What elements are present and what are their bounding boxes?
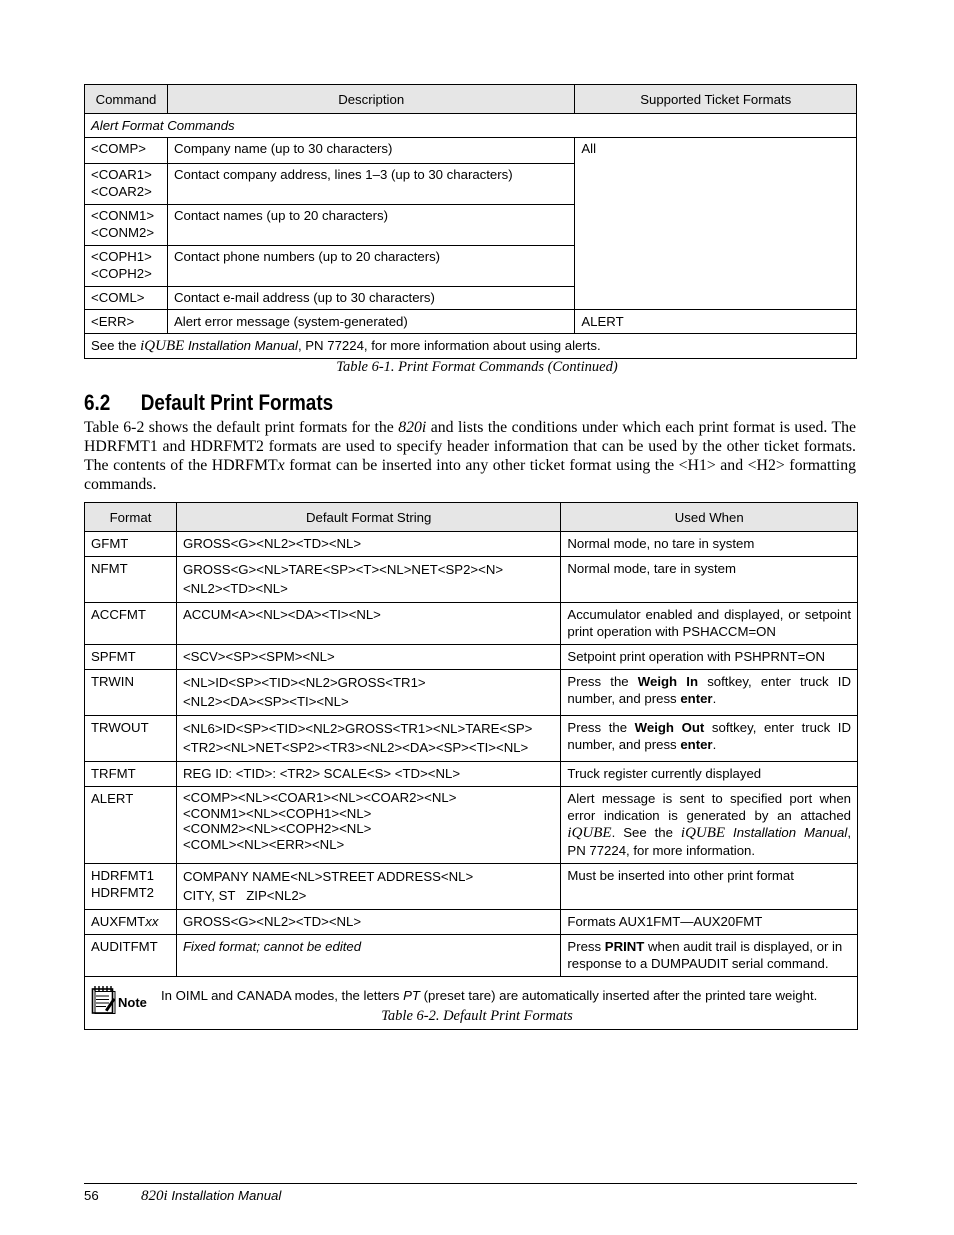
section-title: Default Print Formats (140, 390, 334, 415)
table-row (85, 670, 858, 716)
format-string-cell: <NL6>ID<SP><TID><NL2>GROSS<TR1><NL>TARE<SP> <TR2><NL>NET<SP2><TR3><NL2><DA><SP><TI><NL> (176, 716, 560, 762)
table-row (85, 935, 858, 977)
used-text: . (712, 737, 717, 752)
table-caption: Table 6-1. Print Format Commands (Continued) (336, 359, 618, 375)
format-string-cell: COMPANY NAME<NL>STREET ADDRESS<NL> CITY, ST ZIP<NL2> (176, 864, 560, 910)
table-row (85, 603, 858, 645)
table-section-row (85, 114, 857, 138)
footnote-prefix: See the (91, 338, 141, 353)
command-cell: <COAR1> <COAR2> (85, 164, 168, 205)
note-text-part: (preset tare) are automatically inserted after the printed tare weight. (419, 988, 818, 1003)
note-text-italic: PT (403, 988, 420, 1003)
command-cell: <COML> (85, 287, 168, 310)
manual-title: Installation Manual (725, 825, 848, 840)
used-text: Alert message is sent to specified port when error indication is generated by an attached (567, 791, 851, 823)
section-heading (84, 390, 333, 416)
command-cell: <COMP> (85, 138, 168, 164)
product-name: iQUBE (140, 338, 185, 354)
used-when-cell (561, 670, 858, 716)
paragraph-text: Table 6-2 shows the default print formats for the (84, 419, 399, 436)
used-text: . (712, 691, 717, 706)
variable-x: x (277, 457, 285, 474)
description-cell: Company name (up to 30 characters) (167, 138, 574, 164)
table-row (85, 138, 857, 164)
used-text: Press (567, 939, 605, 954)
used-text: Press the (567, 720, 635, 735)
page-number: 56 (84, 1188, 99, 1203)
product-name: 820i (398, 419, 427, 436)
used-text: Press the (567, 674, 638, 689)
note-label: Note (118, 994, 147, 1010)
format-string-cell: GROSS<G><NL>TARE<SP><T><NL>NET<SP2><N> <NL2><TD><NL> (176, 557, 560, 603)
format-cell: SPFMT (85, 645, 177, 670)
description-cell: Contact names (up to 20 characters) (167, 205, 574, 246)
print-format-commands-table (84, 84, 857, 359)
format-string-cell: GROSS<G><NL2><TD><NL> (176, 910, 560, 935)
section-label: Alert Format Commands (85, 114, 857, 138)
manual-title: Installation Manual (184, 338, 298, 353)
key-label: enter (680, 691, 713, 706)
format-string-cell: REG ID: <TID>: <TR2> SCALE<S> <TD><NL> (176, 762, 560, 787)
body-paragraph (84, 418, 856, 494)
table-header-row (85, 85, 857, 114)
product-name: 820i (141, 1188, 168, 1204)
column-header: Format (85, 503, 177, 532)
used-when-cell: Truck register currently displayed (561, 762, 858, 787)
table-row (85, 557, 858, 603)
table-row (85, 762, 858, 787)
used-text: softkey, enter truck ID number, and press (567, 720, 851, 752)
format-cell: TRFMT (85, 762, 177, 787)
paragraph-text: and lists the conditions under which each print format is used. The HDRFMT1 and HDRFMT2 formats are used to specify header information that can be used by the other ticket formats. The contents of the HDRFMT (84, 419, 856, 474)
table-caption: Table 6-2. Default Print Formats (381, 1008, 573, 1024)
manual-title: Installation Manual (167, 1188, 282, 1203)
table-row (85, 787, 858, 864)
used-when-cell (561, 935, 858, 977)
column-header: Default Format String (176, 503, 560, 532)
used-text: , PN 77224, for more information. (567, 825, 851, 858)
used-text: softkey, enter truck ID number, and press (567, 674, 851, 706)
format-cell: ALERT (85, 787, 177, 864)
softkey-label: Weigh Out (634, 720, 705, 735)
description-cell: Contact e-mail address (up to 30 characters) (167, 287, 574, 310)
format-cell: NFMT (85, 557, 177, 603)
used-when-cell: Normal mode, tare in system (561, 557, 858, 603)
description-cell: Contact phone numbers (up to 20 characters) (167, 246, 574, 287)
command-cell: <CONM1> <CONM2> (85, 205, 168, 246)
used-text: . See the (611, 825, 681, 840)
command-cell: <ERR> (85, 310, 168, 334)
format-string-cell: <NL>ID<SP><TID><NL2>GROSS<TR1> <NL2><DA><SP><TI><NL> (176, 670, 560, 716)
table-row (85, 716, 858, 762)
format-cell (85, 910, 177, 935)
format-cell: GFMT (85, 532, 177, 557)
key-label: PRINT (604, 939, 645, 954)
format-suffix: xx (145, 914, 159, 929)
table-row (85, 910, 858, 935)
used-when-cell: Must be inserted into other print format (561, 864, 858, 910)
formats-cell: All (575, 138, 857, 310)
paragraph-text: format can be inserted into any other ticket format using the <H1> and <H2> formatting commands. (84, 457, 856, 493)
format-string-cell: Fixed format; cannot be edited (176, 935, 560, 977)
default-print-formats-table (84, 502, 858, 1030)
used-when-cell: Accumulator enabled and displayed, or setpoint print operation with PSHACCM=ON (561, 603, 858, 645)
description-cell: Alert error message (system-generated) (167, 310, 574, 334)
section-number: 6.2 (84, 390, 111, 415)
used-text: when audit trail is displayed, or in response to a DUMPAUDIT serial command. (567, 939, 843, 971)
used-when-cell (561, 716, 858, 762)
format-cell: HDRFMT1 HDRFMT2 (85, 864, 177, 910)
column-header: Supported Ticket Formats (575, 85, 857, 114)
used-when-cell (561, 787, 858, 864)
softkey-label: Weigh In (637, 674, 699, 689)
key-label: enter (680, 737, 713, 752)
format-cell: TRWOUT (85, 716, 177, 762)
format-string-cell: GROSS<G><NL2><TD><NL> (176, 532, 560, 557)
column-header: Used When (561, 503, 858, 532)
note-text-part: In OIML and CANADA modes, the letters (161, 988, 404, 1003)
table-header-row (85, 503, 858, 532)
command-cell: <COPH1> <COPH2> (85, 246, 168, 287)
product-name: iQUBE (567, 825, 612, 841)
note-text (161, 987, 817, 1004)
format-cell: TRWIN (85, 670, 177, 716)
format-string-cell: <SCV><SP><SPM><NL> (176, 645, 560, 670)
format-cell: AUDITFMT (85, 935, 177, 977)
table-row (85, 532, 858, 557)
footnote (85, 334, 857, 359)
footer-title (141, 1188, 281, 1205)
column-header: Command (85, 85, 168, 114)
table-row (85, 310, 857, 334)
format-name: AUXFMT (91, 914, 146, 929)
used-when-cell: Formats AUX1FMT—AUX20FMT (561, 910, 858, 935)
used-when-cell: Setpoint print operation with PSHPRNT=ON (561, 645, 858, 670)
description-cell: Contact company address, lines 1–3 (up to 30 characters) (167, 164, 574, 205)
formats-cell: ALERT (575, 310, 857, 334)
table-row (85, 864, 858, 910)
format-string-cell: <COMP><NL><COAR1><NL><COAR2><NL> <CONM1><NL><COPH1><NL> <CONM2><NL><COPH2><NL> <COML><NL><ERR><NL> (176, 787, 560, 864)
product-name: iQUBE (680, 825, 726, 841)
footnote-suffix: , PN 77224, for more information about using alerts. (297, 338, 601, 353)
table-row (85, 645, 858, 670)
format-cell: ACCFMT (85, 603, 177, 645)
table-footnote-row (85, 334, 857, 359)
format-string-cell: ACCUM<A><NL><DA><TI><NL> (176, 603, 560, 645)
used-when-cell: Normal mode, no tare in system (561, 532, 858, 557)
column-header: Description (167, 85, 574, 114)
footer-rule (84, 1183, 857, 1184)
